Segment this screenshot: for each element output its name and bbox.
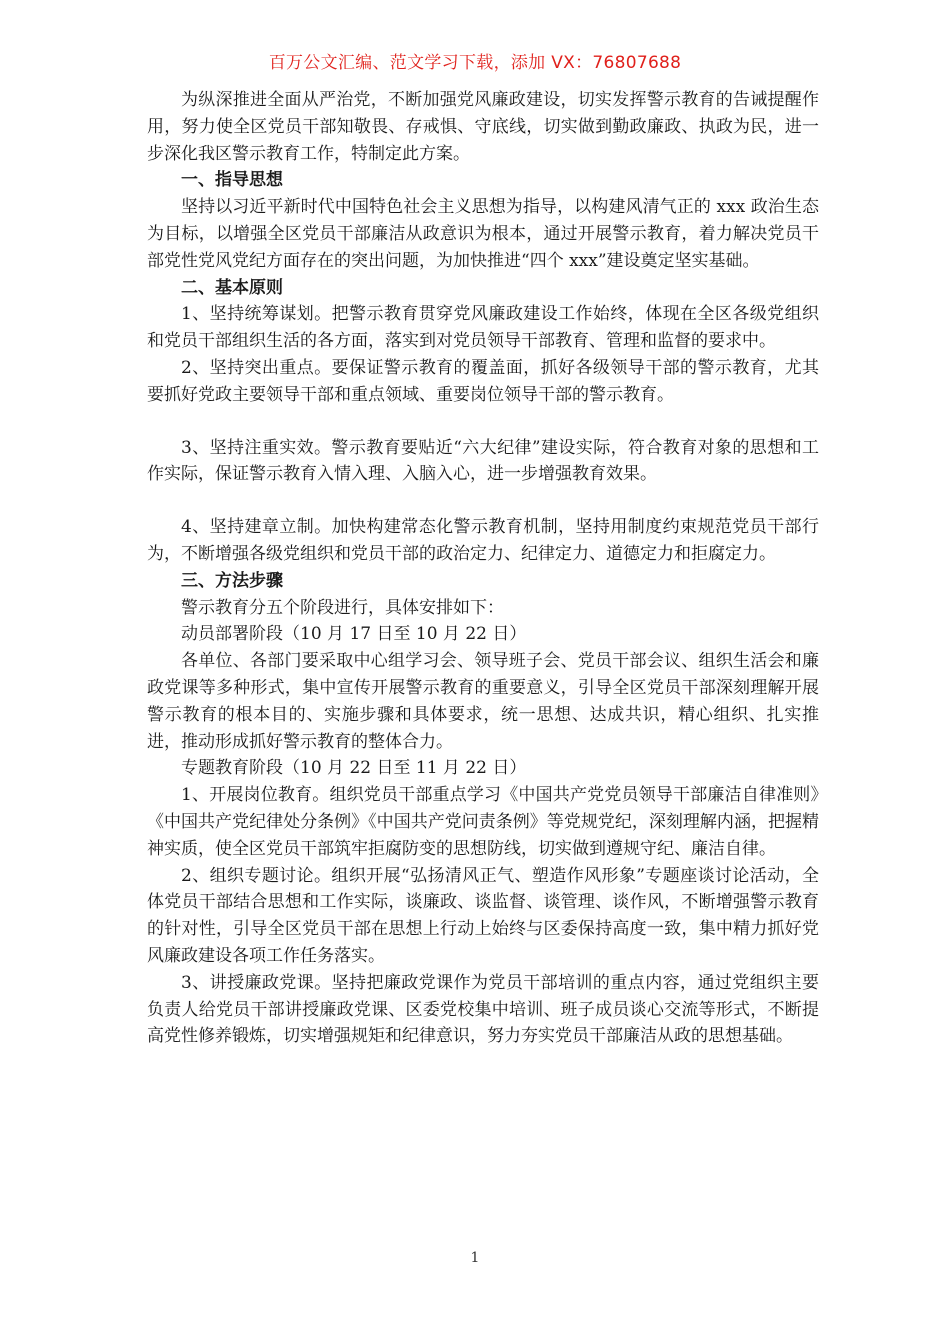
watermark-banner: 百万公文汇编、范文学习下载，添加 VX：76807688 [268, 53, 682, 73]
page-number: 1 [470, 1250, 480, 1266]
stage-title: 动员部署阶段（10 月 17 日至 10 月 22 日） [181, 624, 527, 645]
paragraph: 3、讲授廉政党课。坚持把廉政党课作为党员干部培训的重点内容，通过党组织主要负责人给党员干部讲授廉政党课、区委党校集中培训、班子成员谈心交流等形式，不断提高党性修养锻炼，切实增强规矩和纪律意识，努力夯实党员干部廉洁从政的思想基础。 [147, 972, 819, 1047]
paragraph: 2、坚持突出重点。要保证警示教育的覆盖面，抓好各级领导干部的警示教育，尤其要抓好党政主要领导干部和重点领域、重要岗位领导干部的警示教育。 [147, 357, 819, 405]
paragraph: 坚持以习近平新时代中国特色社会主义思想为指导，以构建风清气正的 xxx 政治生态为目标，以增强全区党员干部廉洁从政意识为根本，通过开展警示教育，着力解决党员干部党性党风党纪方面存在的突出问题，为加快推进“四个 xxx”建设奠定坚实基础。 [147, 197, 819, 271]
paragraph: 1、坚持统筹谋划。把警示教育贯穿党风廉政建设工作始终，体现在全区各级党组织和党员干部组织生活的各方面，落实到对党员领导干部教育、管理和监督的要求中。 [147, 304, 819, 352]
paragraph: 各单位、各部门要采取中心组学习会、领导班子会、党员干部会议、组织生活会和廉政党课等多种形式，集中宣传开展警示教育的重要意义，引导全区党员干部深刻理解开展警示教育的根本目的、实施步骤和具体要求，统一思想、达成共识，精心组织、扎实推进，推动形成抓好警示教育的整体合力。 [147, 651, 819, 752]
section-heading: 一、指导思想 [181, 170, 283, 191]
stage-title: 专题教育阶段（10 月 22 日至 11 月 22 日） [181, 758, 527, 779]
section-heading: 三、方法步骤 [181, 570, 283, 591]
section-heading: 二、基本原则 [181, 277, 283, 298]
document-body [147, 87, 819, 1050]
paragraph: 2、组织专题讨论。组织开展“弘扬清风正气、塑造作风形象”专题座谈讨论活动，全体党员干部结合思想和工作实际，谈廉政、谈监督、谈管理、谈作风，不断增强警示教育的针对性，引导全区党员干部在思想上行动上始终与区委保持高度一致，集中精力抓好党风廉政建设各项工作任务落实。 [147, 865, 819, 966]
paragraph: 警示教育分五个阶段进行，具体安排如下： [181, 597, 504, 618]
paragraph: 1、开展岗位教育。组织党员干部重点学习《中国共产党党员领导干部廉洁自律准则》《中国共产党纪律处分条例》《中国共产党问责条例》等党规党纪，深刻理解内涵，把握精神实质，使全区党员干部筑牢拒腐防变的思想防线，切实做到遵规守纪、廉洁自律。 [147, 785, 819, 859]
intro-paragraph: 为纵深推进全面从严治党，不断加强党风廉政建设，切实发挥警示教育的告诫提醒作用，努力使全区党员干部知敬畏、存戒惧、守底线，切实做到勤政廉政、执政为民，进一步深化我区警示教育工作，特制定此方案。 [147, 90, 819, 164]
paragraph: 3、坚持注重实效。警示教育要贴近“六大纪律”建设实际，符合教育对象的思想和工作实际，保证警示教育入情入理、入脑入心，进一步增强教育效果。 [147, 437, 819, 485]
paragraph: 4、坚持建章立制。加快构建常态化警示教育机制，坚持用制度约束规范党员干部行为，不断增强各级党组织和党员干部的政治定力、纪律定力、道德定力和拒腐定力。 [147, 517, 819, 564]
